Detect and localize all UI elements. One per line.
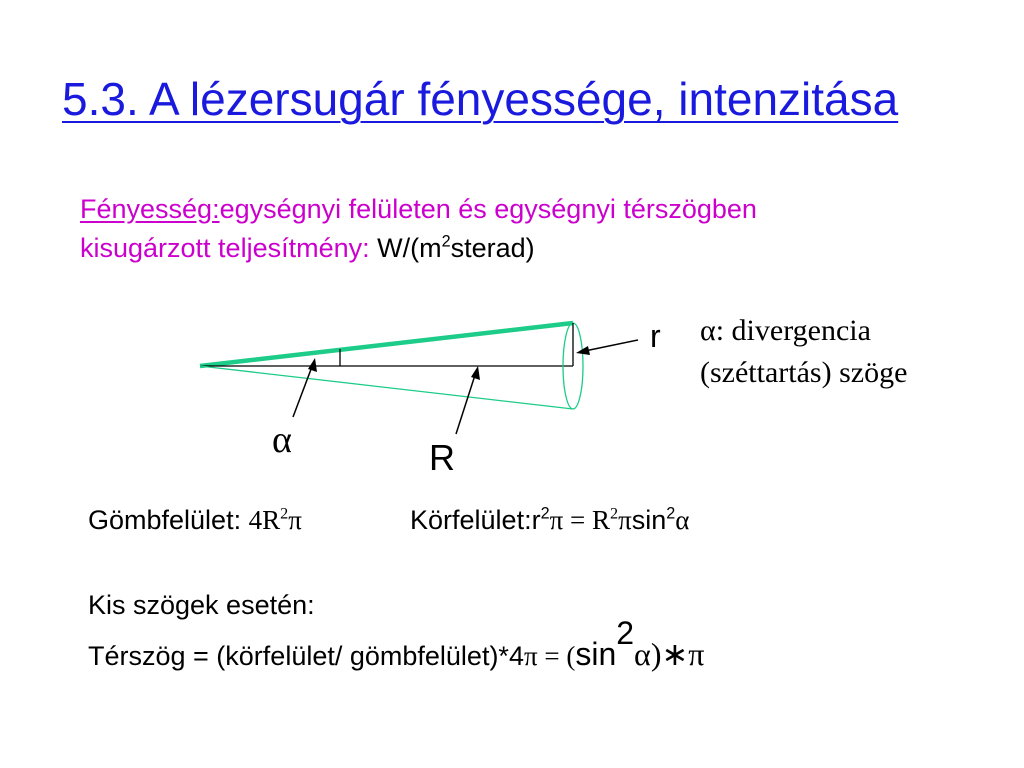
circle-sup2: 2 [609,504,619,523]
arrow-to-r-head [576,346,590,355]
circle-sin: sin [631,505,667,535]
circle-R: R [591,505,610,535]
arrow-to-alpha [293,364,313,417]
sphere-surface-formula [88,505,302,536]
circle-sup3: 2 [666,504,676,523]
circle-pi: π [549,505,564,535]
arrow-to-alpha-head [308,358,317,372]
divergence-note-line1: α: divergencia [700,314,871,347]
small-angle-heading: Kis szögek esetén: [88,590,315,620]
circle-label: Körfelület:r [410,505,541,535]
sphere-label: Gömbfelület: [88,505,249,535]
solid-angle-sin: sin [575,635,617,672]
circle-sup1: 2 [540,504,550,523]
beam-upper-edge [200,323,573,366]
circle-pi2: π [618,505,632,535]
circle-equals: = [563,505,592,535]
divergence-note [700,310,907,394]
radius-r-label: r [650,318,661,354]
sphere-expression [249,505,302,535]
sphere-expr-b: π [288,505,302,535]
unit-superscript: 2 [441,232,451,251]
solid-angle-formula [88,615,705,673]
solid-angle-pi: π [523,640,538,671]
definition-text-line2: kisugárzott teljesítmény: [80,233,378,263]
solid-angle-paren: ( [566,640,576,671]
definition-text-line1: egységnyi felületen és egységnyi térszögben [219,194,757,224]
solid-angle-tail: α)∗π [634,635,705,672]
solid-angle-text: Térszög = (körfelület/ gömbfelület)*4 [88,640,524,671]
arrow-to-R [456,372,476,434]
sphere-expr-a: 4R [248,505,281,535]
alpha-angle-label: α [272,419,292,461]
solid-angle-equals: = [537,640,567,671]
beam-lower-edge [200,366,573,409]
divergence-note-line2: (széttartás) szöge [700,356,908,389]
solid-angle-sup: 2 [616,615,635,651]
unit-part-b: sterad) [450,233,535,263]
arrow-to-R-head [471,366,480,380]
sphere-sup: 2 [280,504,289,523]
distance-R-label: R [429,437,455,478]
circle-alpha: α [675,505,690,535]
circle-area-formula [410,505,689,536]
definition-term: Fényesség: [80,194,220,224]
page-title: 5.3. A lézersugár fényessége, intenzitása [62,73,899,125]
unit-part-a: W/(m [377,233,442,263]
